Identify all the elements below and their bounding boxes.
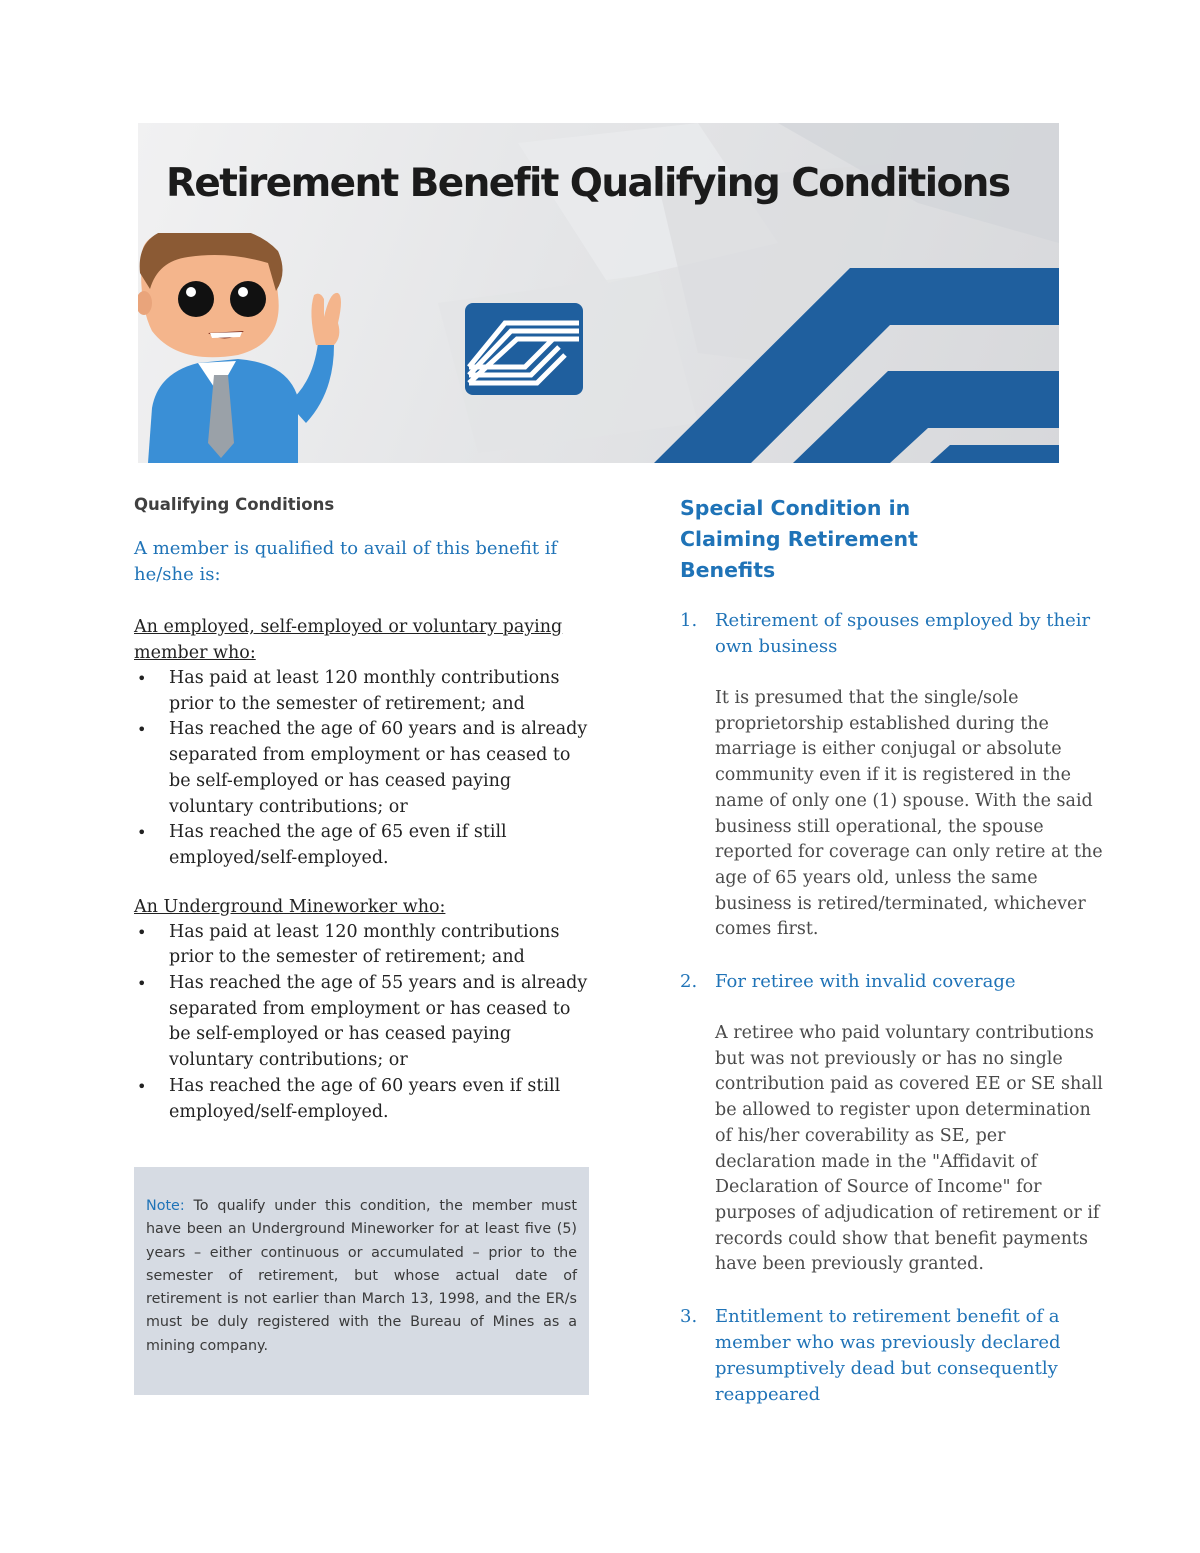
list-item: • Has reached the age of 55 years and is already separated from employment or has ceased to be self-employed or has ceased paying voluntary contributions; or <box>137 973 588 1071</box>
qualifying-conditions-column <box>134 495 589 1147</box>
special-conditions-column <box>680 493 1105 1434</box>
bullet-icon: • <box>137 823 147 843</box>
list-item: • Has paid at least 120 monthly contributions prior to the semester of retirement; and <box>137 921 560 968</box>
note-box <box>134 1167 589 1395</box>
special-condition-item <box>680 608 1105 943</box>
special-condition-item <box>680 1304 1105 1408</box>
item-body: It is presumed that the single/sole proprietorship established during the marriage is either conjugal or absolute community even if it is registered in the name of only one (1) spouse. With the said business still operational, the spouse reported for coverage can only retire at the age of 65 years old, unless the same business is retired/terminated, whichever comes first. <box>715 688 1103 940</box>
item-title: Entitlement to retirement benefit of a member who was previously declared presumptively dead but consequently reappeared <box>715 1306 1061 1406</box>
list-item: • Has paid at least 120 monthly contributions prior to the semester of retirement; and <box>137 668 560 714</box>
mineworker-conditions-list <box>134 920 589 1126</box>
intro-text: A member is qualified to avail of this benefit if he/she is: <box>134 538 558 585</box>
group-title-employed: An employed, self-employed or voluntary paying member who: <box>134 617 563 663</box>
item-number: 2. <box>680 971 698 993</box>
bullet-icon: • <box>137 720 147 740</box>
header-banner <box>138 123 1059 463</box>
note-label: Note: <box>146 1198 185 1214</box>
sss-logo <box>465 303 583 395</box>
cartoon-man-illustration <box>138 233 348 463</box>
group-title-mineworker: An Underground Mineworker who: <box>134 896 446 917</box>
item-number: 3. <box>680 1306 698 1328</box>
bullet-icon: • <box>137 974 147 994</box>
employed-conditions-list <box>134 666 589 872</box>
bullet-icon: • <box>137 669 147 688</box>
bullet-icon: • <box>137 1076 147 1096</box>
note-text: To qualify under this condition, the member must have been an Underground Mineworker for at least five (5) years – either continuous or accumulated – prior to the semester of retirement, but whose actual date of retirement is not earlier than March 13, 1998, and the ER/s must be duly registered with the Bureau of Mines as a mining company. <box>146 1198 577 1354</box>
list-item: • Has reached the age of 65 even if still employed/self-employed. <box>137 822 507 868</box>
section-heading: Qualifying Conditions <box>134 495 335 514</box>
special-condition-item <box>680 969 1105 1278</box>
special-conditions-heading: Special Condition in Claiming Retirement Benefits <box>680 496 918 582</box>
banner-title: Retirement Benefit Qualifying Conditions <box>166 161 1010 206</box>
list-item: • Has reached the age of 60 years and is already separated from employment or has ceased to be self-employed or has ceased paying voluntary contributions; or <box>137 719 588 817</box>
item-body: A retiree who paid voluntary contributions but was not previously or has no single contribution paid as covered EE or SE shall be allowed to register upon determination of his/her coverability as SE, per declaration made in the "Affidavit of Declaration of Source of Income" for purposes of adjudication of retirement or if records could show that benefit payments have been previously granted. <box>715 1023 1103 1275</box>
item-title: Retirement of spouses employed by their own business <box>715 610 1091 657</box>
item-number: 1. <box>680 610 698 631</box>
item-title: For retiree with invalid coverage <box>715 971 1016 993</box>
list-item: • Has reached the age of 60 years even if still employed/self-employed. <box>137 1075 561 1122</box>
bullet-icon: • <box>137 922 147 942</box>
